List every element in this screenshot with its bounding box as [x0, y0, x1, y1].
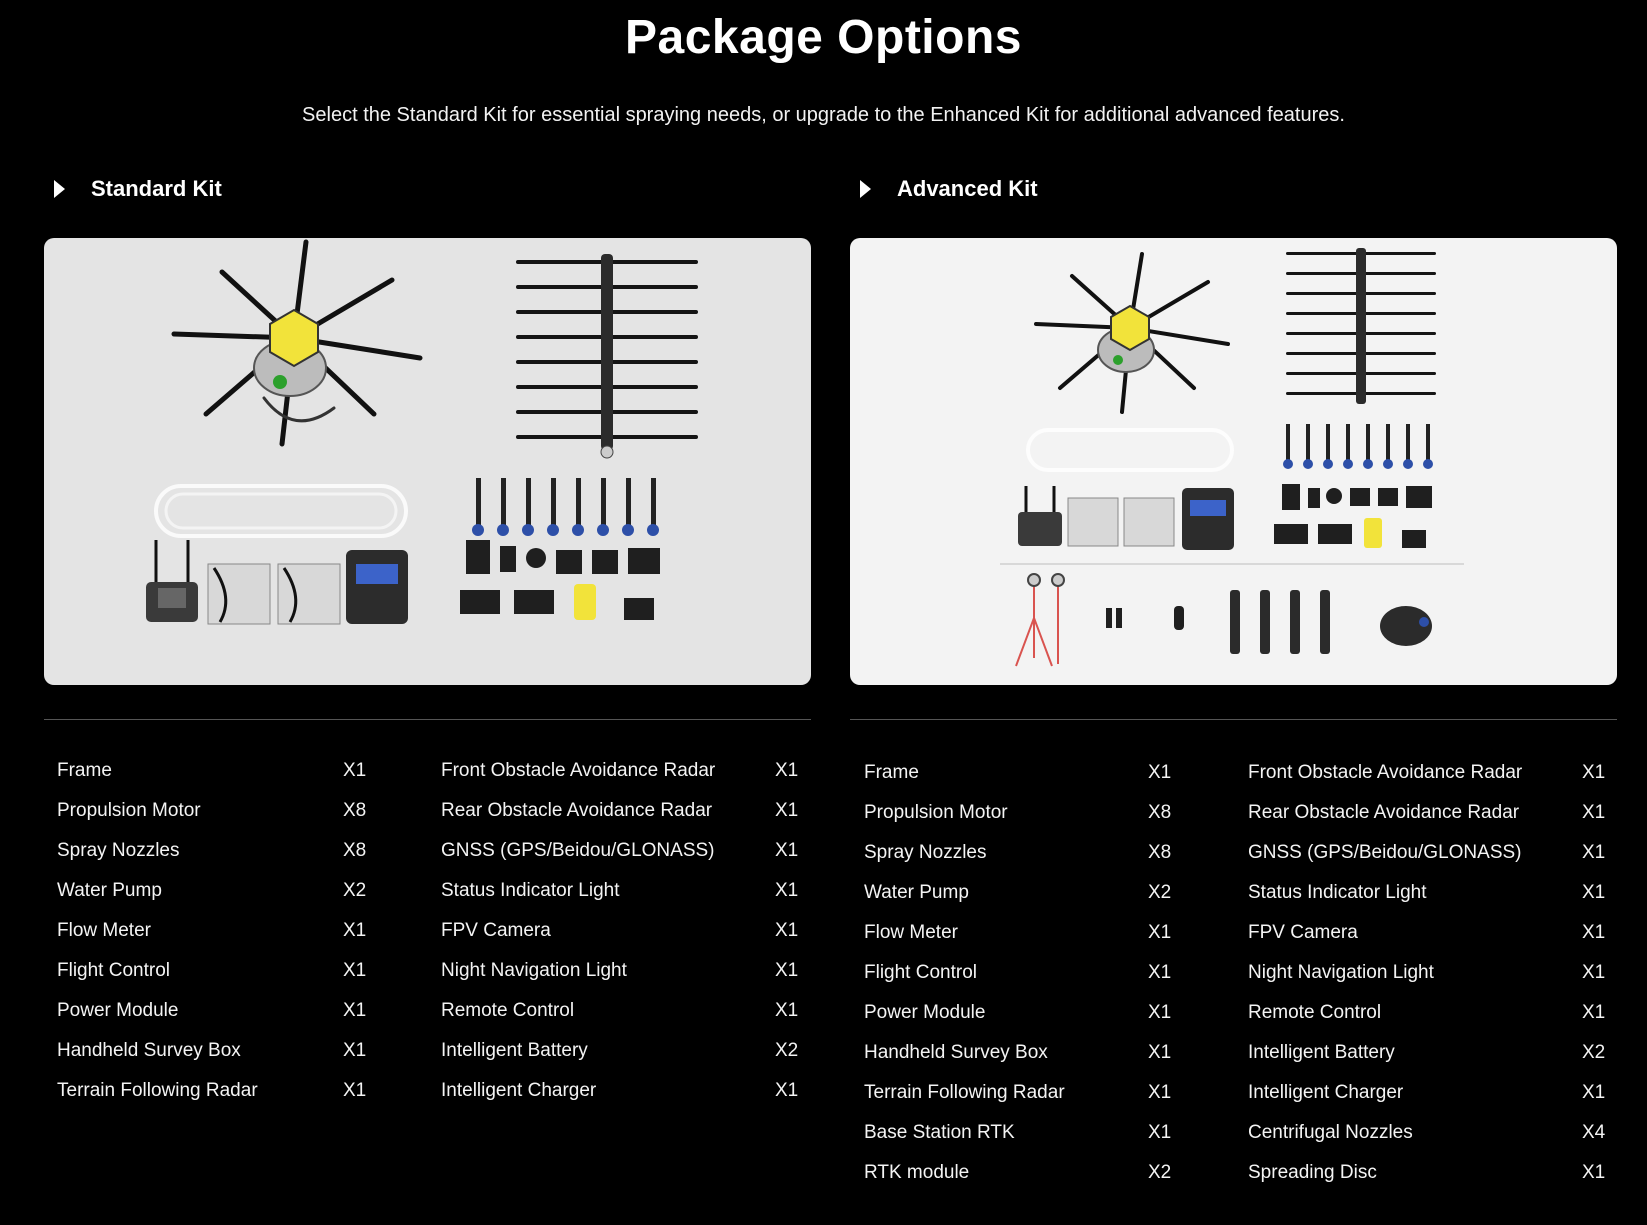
item-qty: X1 — [1582, 842, 1606, 863]
charger-icon — [346, 550, 408, 624]
item-name: Front Obstacle Avoidance Radar — [1248, 762, 1523, 783]
drone-frame-icon — [174, 242, 420, 444]
spray-nozzles-icon — [1283, 424, 1433, 469]
item-name: GNSS (GPS/Beidou/GLONASS) — [441, 840, 715, 861]
centrifugal-nozzles-icon — [1230, 590, 1330, 654]
item-qty: X1 — [1148, 962, 1172, 983]
item-qty: X8 — [1148, 802, 1172, 823]
item-qty: X1 — [1148, 1082, 1172, 1103]
item-qty: X1 — [1582, 762, 1606, 783]
advanced-kit-image — [850, 238, 1617, 685]
item-name: Remote Control — [1248, 1002, 1382, 1023]
rtk-module-icon — [1106, 606, 1184, 630]
item-qty: X2 — [1148, 882, 1172, 903]
battery-icon — [208, 564, 340, 624]
item-name: Terrain Following Radar — [864, 1082, 1065, 1103]
item-qty: X1 — [775, 760, 799, 781]
battery-icon — [1068, 498, 1174, 546]
item-name: Status Indicator Light — [441, 880, 620, 901]
remote-control-icon — [146, 540, 198, 622]
item-qty: X1 — [1582, 1162, 1606, 1183]
item-name: Flow Meter — [864, 922, 958, 943]
item-name: GNSS (GPS/Beidou/GLONASS) — [1248, 842, 1522, 863]
drone-frame-icon — [1036, 254, 1228, 412]
item-qty: X1 — [1148, 762, 1172, 783]
item-qty: X1 — [1582, 1082, 1606, 1103]
item-name: Spreading Disc — [1248, 1162, 1377, 1183]
item-qty: X1 — [775, 840, 799, 861]
item-qty: X1 — [343, 920, 367, 941]
item-name: Centrifugal Nozzles — [1248, 1122, 1413, 1143]
item-qty: X1 — [775, 1000, 799, 1021]
item-name: Night Navigation Light — [441, 960, 627, 981]
item-name: Power Module — [57, 1000, 179, 1021]
caret-right-icon — [54, 180, 65, 198]
item-name: Propulsion Motor — [864, 802, 1008, 823]
electronics-modules-icon — [1274, 484, 1432, 548]
item-name: Handheld Survey Box — [57, 1040, 241, 1061]
standard-kit-components-illustration — [44, 238, 811, 685]
item-qty: X1 — [1582, 882, 1606, 903]
hose-icon — [1028, 430, 1232, 470]
spreading-disc-icon — [1380, 606, 1432, 646]
item-name: FPV Camera — [441, 920, 551, 941]
item-name: Spray Nozzles — [864, 842, 987, 863]
standard-kit-image — [44, 238, 811, 685]
item-name: Propulsion Motor — [57, 800, 201, 821]
propellers-icon — [1286, 248, 1436, 404]
item-qty: X1 — [343, 1080, 367, 1101]
item-name: FPV Camera — [1248, 922, 1358, 943]
propellers-icon — [516, 254, 698, 458]
item-qty: X4 — [1582, 1122, 1606, 1143]
item-qty: X1 — [343, 760, 367, 781]
page-title: Package Options — [625, 11, 1022, 64]
advanced-kit-title: Advanced Kit — [897, 176, 1038, 201]
item-name: Intelligent Charger — [1248, 1082, 1404, 1103]
item-name: Intelligent Charger — [441, 1080, 597, 1101]
item-name: Power Module — [864, 1002, 986, 1023]
item-qty: X1 — [775, 920, 799, 941]
item-qty: X2 — [343, 880, 367, 901]
advanced-kit-divider — [850, 719, 1617, 720]
item-qty: X8 — [1148, 842, 1172, 863]
item-name: Rear Obstacle Avoidance Radar — [441, 800, 713, 821]
item-name: Night Navigation Light — [1248, 962, 1434, 983]
item-name: Flight Control — [864, 962, 977, 983]
spray-nozzles-icon — [472, 478, 659, 536]
item-name: RTK module — [864, 1162, 970, 1183]
item-name: Intelligent Battery — [441, 1040, 588, 1061]
standard-kit-divider — [44, 719, 811, 720]
item-name: Water Pump — [864, 882, 969, 903]
item-qty: X1 — [1582, 802, 1606, 823]
item-name: Frame — [864, 762, 919, 783]
page-subtitle: Select the Standard Kit for essential spraying needs, or upgrade to the Enhanced Kit for additional advanced features. — [302, 104, 1345, 126]
item-qty: X1 — [775, 1080, 799, 1101]
item-name: Frame — [57, 760, 112, 781]
item-qty: X1 — [775, 800, 799, 821]
item-qty: X1 — [1148, 922, 1172, 943]
rtk-base-station-icon — [1016, 574, 1064, 666]
item-qty: X8 — [343, 840, 367, 861]
item-name: Status Indicator Light — [1248, 882, 1427, 903]
item-qty: X2 — [775, 1040, 799, 1061]
electronics-modules-icon — [460, 540, 660, 620]
item-qty: X1 — [1582, 922, 1606, 943]
standard-kit-toggle[interactable] — [54, 176, 222, 202]
item-name: Terrain Following Radar — [57, 1080, 258, 1101]
item-qty: X1 — [1148, 1002, 1172, 1023]
advanced-kit-components-illustration — [850, 238, 1617, 685]
item-name: Base Station RTK — [864, 1122, 1015, 1143]
item-qty: X8 — [343, 800, 367, 821]
item-qty: X1 — [343, 1000, 367, 1021]
item-qty: X1 — [1148, 1122, 1172, 1143]
charger-icon — [1182, 488, 1234, 550]
item-name: Flight Control — [57, 960, 170, 981]
item-qty: X1 — [343, 1040, 367, 1061]
advanced-kit-toggle[interactable] — [860, 176, 1038, 202]
item-name: Spray Nozzles — [57, 840, 180, 861]
item-qty: X1 — [1582, 1002, 1606, 1023]
item-name: Flow Meter — [57, 920, 151, 941]
item-name: Intelligent Battery — [1248, 1042, 1395, 1063]
item-qty: X1 — [775, 960, 799, 981]
item-name: Rear Obstacle Avoidance Radar — [1248, 802, 1520, 823]
caret-right-icon — [860, 180, 871, 198]
item-qty: X1 — [775, 880, 799, 901]
standard-kit-title: Standard Kit — [91, 176, 222, 201]
item-qty: X1 — [343, 960, 367, 981]
item-name: Front Obstacle Avoidance Radar — [441, 760, 716, 781]
item-name: Handheld Survey Box — [864, 1042, 1048, 1063]
item-qty: X2 — [1582, 1042, 1606, 1063]
item-name: Water Pump — [57, 880, 162, 901]
remote-control-icon — [1018, 486, 1062, 546]
item-name: Remote Control — [441, 1000, 575, 1021]
item-qty: X2 — [1148, 1162, 1172, 1183]
item-qty: X1 — [1148, 1042, 1172, 1063]
item-qty: X1 — [1582, 962, 1606, 983]
